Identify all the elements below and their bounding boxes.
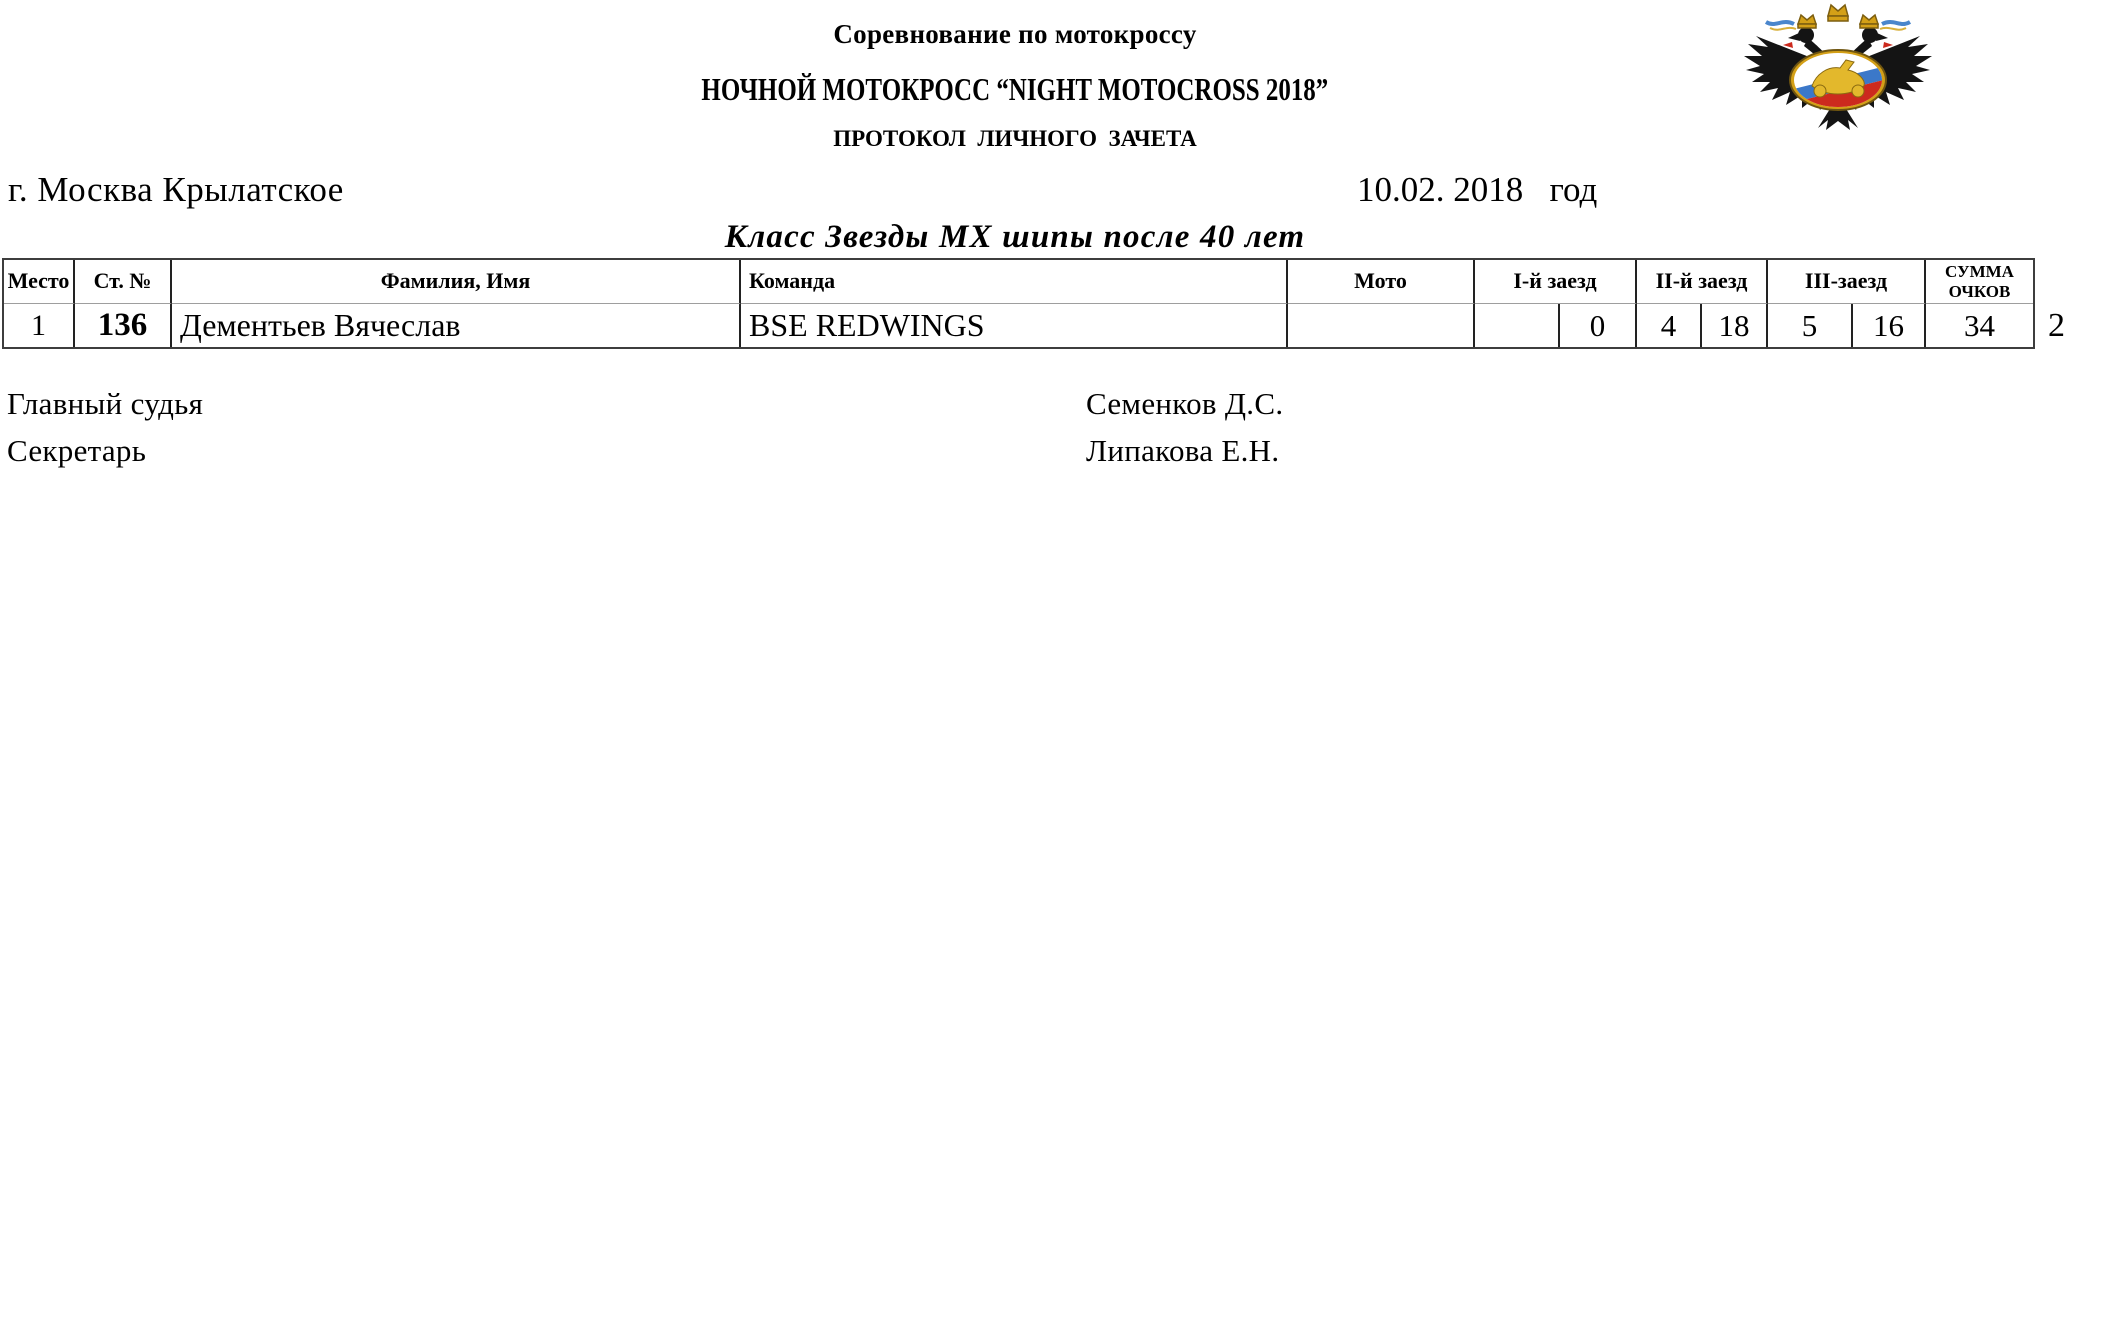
header-cell-race2: II-й заезд [1637, 260, 1768, 304]
cell-start-number: 136 [75, 304, 172, 347]
double-headed-eagle-emblem-icon [1742, 2, 1934, 130]
class-title: Класс Звезды МХ шипы после 40 лет [724, 219, 1306, 255]
cell-race1-position [1475, 304, 1560, 347]
cell-race3-points: 16 [1853, 304, 1926, 347]
header-cell-name: Фамилия, Имя [172, 260, 741, 304]
cell-race2-points: 18 [1702, 304, 1768, 347]
results-table [2, 258, 2035, 349]
cell-moto [1288, 304, 1475, 347]
cell-team: BSE REDWINGS [741, 304, 1288, 347]
header-cell-moto: Мото [1288, 260, 1475, 304]
cell-race1-points: 0 [1560, 304, 1637, 347]
date-text: 10.02. 2018 год [1357, 170, 1598, 209]
header-cell-team: Команда [741, 260, 1288, 304]
cell-race3-position: 5 [1768, 304, 1853, 347]
cell-total-points: 34 [1964, 307, 1995, 343]
header-cell-total-points: СУММА ОЧКОВ [1926, 260, 2033, 304]
secretary-name: Липакова Е.Н. [1086, 433, 1280, 468]
chief-judge-label: Главный судья [7, 386, 204, 421]
competition-title: Соревнование по мотокроссу [833, 19, 1197, 49]
cell-race2-position: 4 [1637, 304, 1702, 347]
cell-name: Дементьев Вячеслав [172, 304, 741, 347]
chief-judge-name: Семенков Д.С. [1086, 386, 1284, 421]
location-text: г. Москва Крылатское [8, 170, 344, 209]
protocol-subtitle: ПРОТОКОЛ ЛИЧНОГО ЗАЧЕТА [833, 126, 1197, 151]
page-note: 2 [2048, 307, 2065, 344]
secretary-label: Секретарь [7, 433, 147, 468]
header-cell-place: Место [4, 260, 75, 304]
header-cell-race1: I-й заезд [1475, 260, 1637, 304]
event-title-text: НОЧНОЙ МОТОКРОСС “NIGHT MOTOCROSS 2018” [701, 71, 1329, 107]
event-title [0, 71, 2030, 108]
header-cell-start-number: Ст. № [75, 260, 172, 304]
header-cell-race3: III-заезд [1768, 260, 1926, 304]
cell-place: 1 [4, 304, 75, 347]
